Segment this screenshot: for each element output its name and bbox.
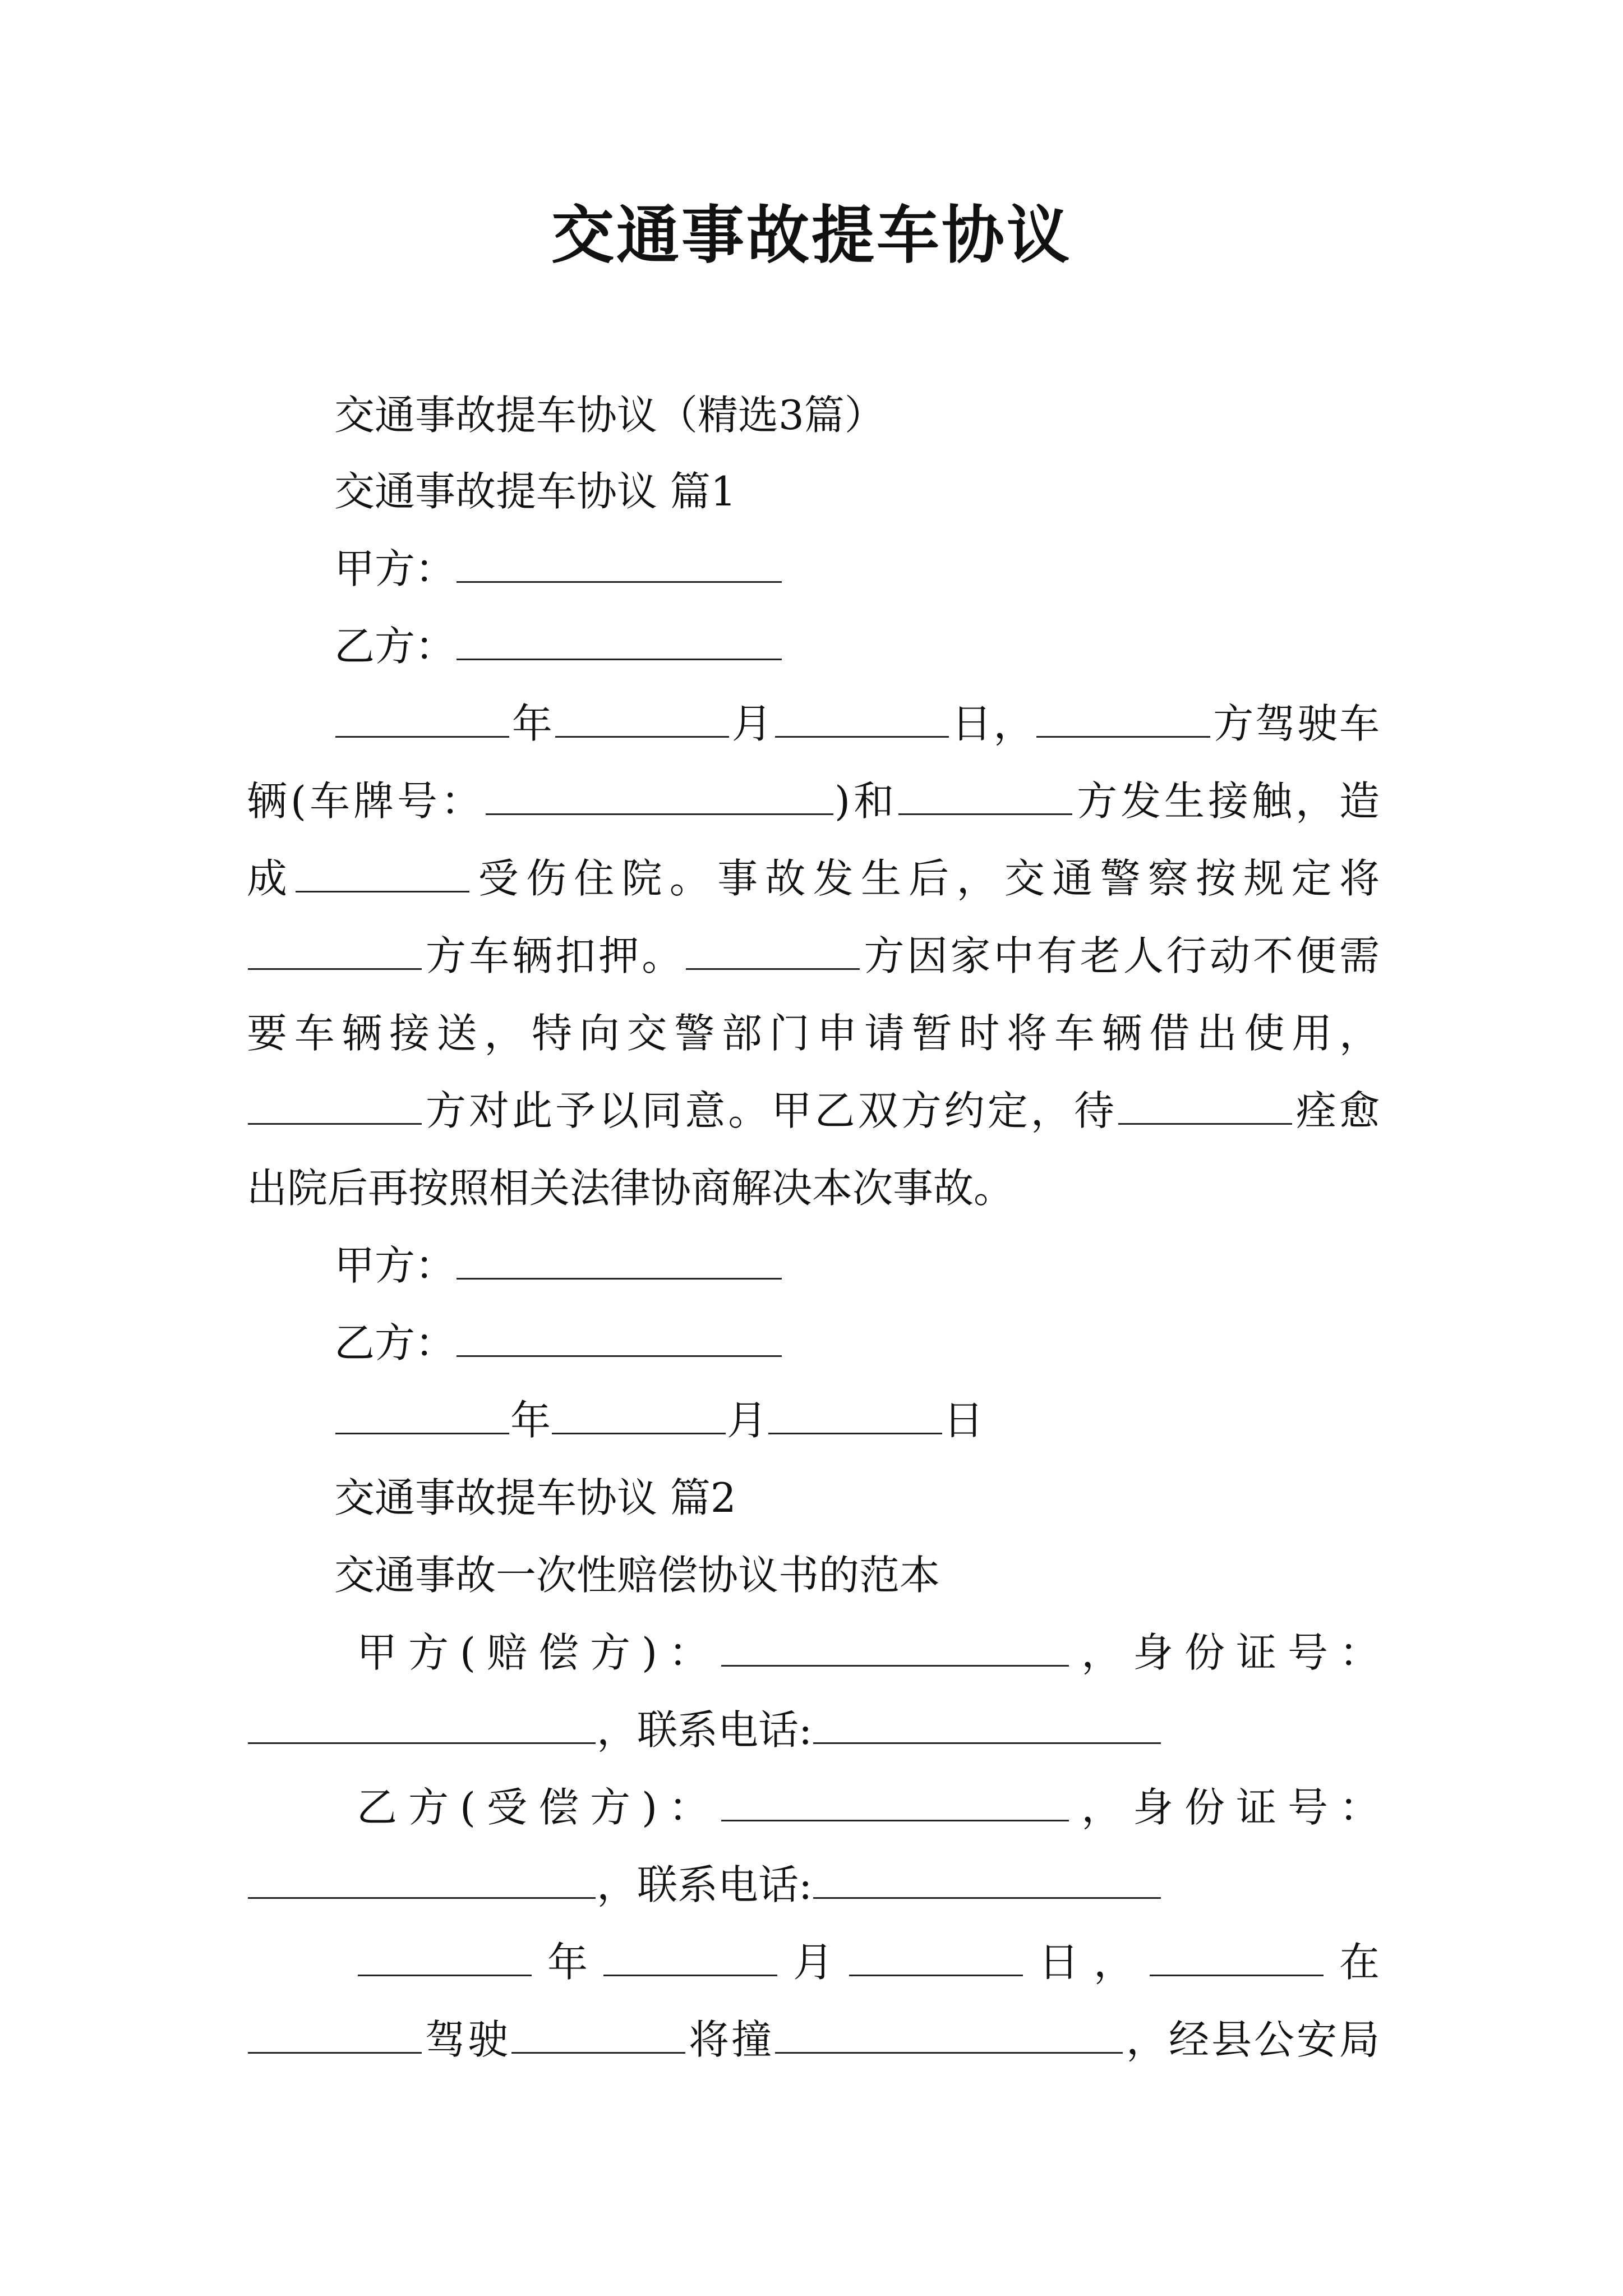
plate-blank[interactable] — [486, 776, 833, 815]
acc-year-text: 年 — [533, 1939, 602, 1986]
sign-a-line — [334, 1237, 1380, 1294]
party-a-line — [334, 541, 1380, 597]
payee-id-label: ，身份证号： — [1070, 1784, 1380, 1831]
agree-text: 方对此予以同意。甲乙双方约定，待 — [423, 1087, 1117, 1134]
sign-a-label: 甲方： — [334, 1242, 456, 1289]
party-b-label: 乙方： — [334, 623, 456, 670]
para1-line2 — [247, 773, 1380, 829]
payer-phone-blank[interactable] — [813, 1705, 1161, 1744]
party-blank[interactable] — [1036, 699, 1210, 738]
request-party-blank[interactable] — [686, 931, 860, 970]
sign-b-blank[interactable] — [457, 1318, 782, 1357]
day-text: 日， — [949, 700, 1036, 747]
party-b-line — [334, 618, 1380, 674]
seized-text: 方车辆扣押。 — [423, 932, 685, 979]
year-text: 年 — [510, 700, 554, 747]
sign-year-text: 年 — [510, 1397, 551, 1444]
payer-label: 甲方(赔偿方)： — [357, 1629, 721, 1676]
payee-label: 乙方(受偿方)： — [357, 1784, 721, 1831]
para1-line4 — [247, 928, 1380, 984]
sign-month-text: 月 — [727, 1397, 768, 1444]
party-a-blank[interactable] — [457, 544, 782, 583]
recover-blank[interactable] — [1118, 1086, 1292, 1125]
hit-text: 将撞 — [686, 2016, 774, 2063]
sign-b-label: 乙方： — [334, 1319, 456, 1366]
police-text: ，经县公安局 — [1124, 2016, 1380, 2063]
day-blank[interactable] — [775, 699, 949, 738]
acc-day-text: 日， — [1024, 1939, 1149, 1986]
sign-b-line — [334, 1315, 1380, 1371]
section2-heading: 交通事故提车协议 篇2 — [334, 1474, 736, 1521]
sign-a-blank[interactable] — [457, 1241, 782, 1280]
location-blank[interactable] — [248, 2015, 422, 2054]
acc-day-blank[interactable] — [849, 1938, 1023, 1976]
seized-party-blank[interactable] — [248, 931, 422, 970]
payer-phone-line — [247, 1702, 1380, 1758]
injury-text: 受伤住院。事故发生后，交通警察按规定将 — [471, 855, 1380, 902]
para1-text: 方驾驶车 — [1211, 700, 1380, 747]
contact-text: 方发生接触，造 — [1073, 777, 1380, 825]
agree-party-blank[interactable] — [248, 1086, 422, 1125]
payer-id-label: ，身份证号： — [1070, 1629, 1380, 1676]
accident-date-line — [357, 1934, 1380, 1990]
payee-line — [357, 1779, 1380, 1835]
sign-day-blank[interactable] — [768, 1396, 942, 1434]
acc-month-blank[interactable] — [603, 1938, 777, 1976]
acc-year-blank[interactable] — [358, 1938, 532, 1976]
section1-heading: 交通事故提车协议 篇1 — [334, 468, 736, 515]
drive-line — [247, 2012, 1380, 2068]
sign-day-text: 日 — [943, 1397, 984, 1444]
payee-id-blank[interactable] — [248, 1860, 596, 1899]
payee-phone-line — [247, 1857, 1380, 1913]
section2-doc-title: 交通事故一次性赔偿协议书的范本 — [334, 1552, 940, 1599]
reason-text: 方因家中有老人行动不便需 — [861, 932, 1380, 979]
drive-text: 驾驶 — [423, 2016, 510, 2063]
cause-text: 成 — [247, 855, 295, 902]
para1-line3 — [247, 850, 1380, 907]
victim-blank[interactable] — [775, 2015, 1123, 2054]
document-title: 交通事故提车协议 — [551, 199, 1072, 272]
acc-at-text: 在 — [1324, 1939, 1380, 1986]
payer-name-blank[interactable] — [721, 1628, 1069, 1667]
month-text: 月 — [730, 700, 774, 747]
payer-line — [357, 1625, 1380, 1681]
payer-id-blank[interactable] — [248, 1705, 596, 1744]
year-blank[interactable] — [335, 699, 509, 738]
acc-party-blank[interactable] — [1150, 1938, 1324, 1976]
injured-blank[interactable] — [296, 854, 469, 892]
month-blank[interactable] — [555, 699, 729, 738]
plate-label: 辆(车牌号： — [247, 777, 485, 825]
and-text: )和 — [834, 777, 898, 825]
payee-name-blank[interactable] — [721, 1783, 1069, 1821]
payer-phone-label: ，联系电话: — [597, 1706, 813, 1754]
other-party-blank[interactable] — [898, 776, 1072, 815]
party-b-blank[interactable] — [457, 622, 782, 660]
payee-phone-blank[interactable] — [813, 1860, 1161, 1899]
para1-line1 — [334, 696, 1380, 752]
sign-month-blank[interactable] — [552, 1396, 726, 1434]
recover-text: 痊愈 — [1293, 1087, 1380, 1134]
vehicle-blank[interactable] — [511, 2015, 685, 2054]
subtitle: 交通事故提车协议（精选3篇） — [334, 392, 885, 439]
para1-line6 — [247, 1083, 1380, 1139]
payee-phone-label: ，联系电话: — [597, 1861, 813, 1908]
sign-year-blank[interactable] — [335, 1396, 509, 1434]
party-a-label: 甲方： — [334, 545, 456, 592]
sign-date-line — [334, 1392, 1380, 1448]
para1-line7: 出院后再按照相关法律协商解决本次事故。 — [247, 1165, 1015, 1212]
acc-month-text: 月 — [778, 1939, 848, 1986]
para1-line5: 要车辆接送，特向交警部门申请暂时将车辆借出使用， — [247, 1010, 1380, 1057]
